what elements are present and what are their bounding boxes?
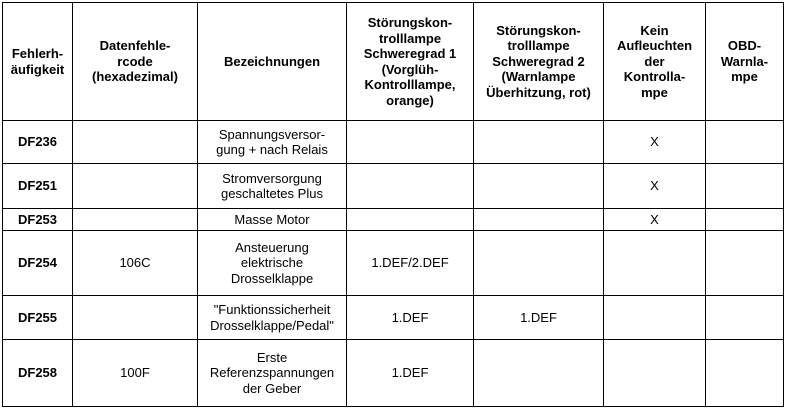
no-lamp-cell: X xyxy=(604,121,706,164)
severity-2-cell: 1.DEF xyxy=(474,295,604,339)
severity-2-cell xyxy=(474,231,604,296)
table-row xyxy=(3,340,784,407)
severity-2-cell xyxy=(474,121,604,164)
severity-1-cell xyxy=(347,121,474,164)
header-bezeichnungen: Bezeichnungen xyxy=(198,3,347,121)
fault-code-cell: DF254 xyxy=(3,231,73,296)
hex-code-cell xyxy=(73,295,198,339)
hex-code-cell xyxy=(73,208,198,230)
description-cell: Ansteuerung elektrische Drosselklappe xyxy=(198,231,347,296)
description-cell: Erste Referenzspannungen der Geber xyxy=(198,340,347,407)
table-row xyxy=(3,164,784,208)
header-schweregrad-1: Störungskon- trolllampe Schweregrad 1 (Vorglüh- Kontrolllampe, orange) xyxy=(347,3,474,121)
fault-table xyxy=(2,2,784,407)
severity-2-cell xyxy=(474,208,604,230)
severity-1-cell: 1.DEF/2.DEF xyxy=(347,231,474,296)
table-header-row xyxy=(3,3,784,121)
severity-1-cell xyxy=(347,208,474,230)
header-datenfehlercode: Datenfehle- rcode (hexadezimal) xyxy=(73,3,198,121)
severity-1-cell: 1.DEF xyxy=(347,295,474,339)
table-row xyxy=(3,231,784,296)
hex-code-cell: 100F xyxy=(73,340,198,407)
header-fehlerhaeufigkeit: Fehlerh- äufigkeit xyxy=(3,3,73,121)
table-row xyxy=(3,208,784,230)
obd-lamp-cell xyxy=(706,231,784,296)
header-kein-aufleuchten: Kein Aufleuchten der Kontrolla- mpe xyxy=(604,3,706,121)
fault-code-cell: DF253 xyxy=(3,208,73,230)
description-cell: Stromversorgung geschaltetes Plus xyxy=(198,164,347,208)
fault-code-cell: DF236 xyxy=(3,121,73,164)
description-cell: Masse Motor xyxy=(198,208,347,230)
obd-lamp-cell xyxy=(706,164,784,208)
table-row xyxy=(3,295,784,339)
no-lamp-cell xyxy=(604,295,706,339)
obd-lamp-cell xyxy=(706,208,784,230)
obd-lamp-cell xyxy=(706,295,784,339)
description-cell: Spannungsversor- gung + nach Relais xyxy=(198,121,347,164)
no-lamp-cell xyxy=(604,231,706,296)
severity-2-cell xyxy=(474,340,604,407)
severity-1-cell: 1.DEF xyxy=(347,340,474,407)
description-cell: "Funktionssicherheit Drosselklappe/Pedal" xyxy=(198,295,347,339)
hex-code-cell xyxy=(73,164,198,208)
obd-lamp-cell xyxy=(706,340,784,407)
fault-code-cell: DF255 xyxy=(3,295,73,339)
hex-code-cell: 106C xyxy=(73,231,198,296)
fault-code-cell: DF251 xyxy=(3,164,73,208)
header-obd-warnlampe: OBD- Warnla- mpe xyxy=(706,3,784,121)
fault-code-cell: DF258 xyxy=(3,340,73,407)
header-schweregrad-2: Störungskon- trolllampe Schweregrad 2 (Warnlampe Überhitzung, rot) xyxy=(474,3,604,121)
severity-1-cell xyxy=(347,164,474,208)
obd-lamp-cell xyxy=(706,121,784,164)
table-row xyxy=(3,121,784,164)
hex-code-cell xyxy=(73,121,198,164)
no-lamp-cell: X xyxy=(604,164,706,208)
no-lamp-cell: X xyxy=(604,208,706,230)
no-lamp-cell xyxy=(604,340,706,407)
severity-2-cell xyxy=(474,164,604,208)
